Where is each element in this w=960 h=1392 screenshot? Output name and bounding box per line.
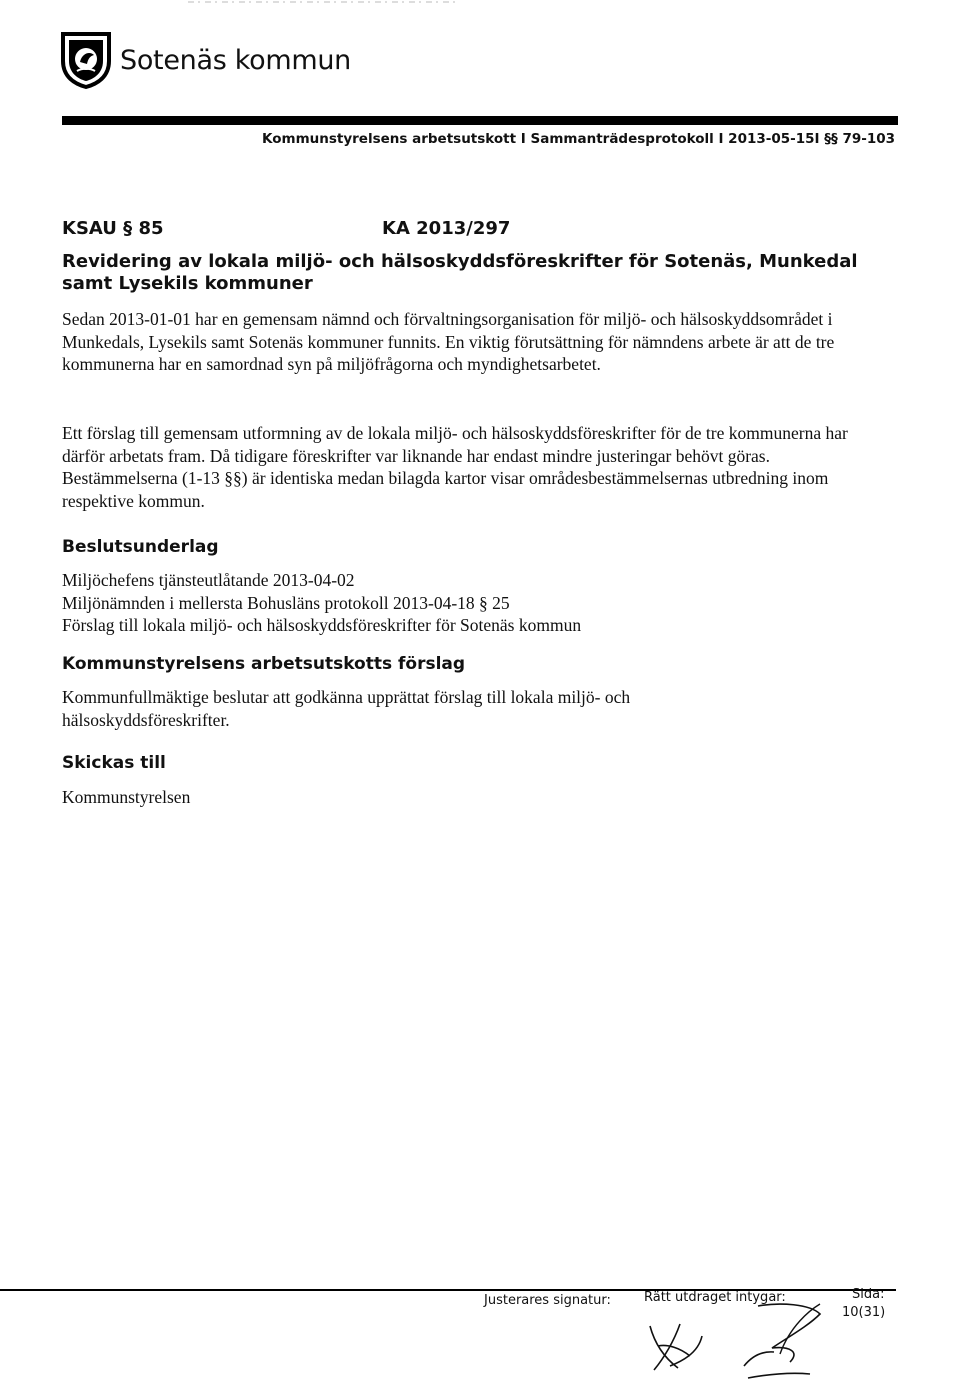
list-item: Miljönämnden i mellersta Bohusläns protokoll 2013-04-18 § 25 [62, 592, 510, 613]
sotenas-crest-icon [60, 31, 112, 89]
paragraph-text: Sedan 2013-01-01 har en gemensam nämnd och förvaltningsorganisation för miljö- och hälsoskyddsområdet i Munkedals, Lysekils samt Sotenäs kommuner funnits. En viktig förutsättning för nämndens arbete är att de tre kommunerna har en samordnad syn på miljöfrågorna och myndighetsarbetet. [62, 309, 835, 374]
sida-value: 10(31) [842, 1305, 886, 1320]
protocol-header: Kommunstyrelsens arbetsutskott I Sammanträdesprotokoll I 2013-05-15I §§ 79-103 [262, 131, 896, 147]
sida-label: Sida: [852, 1287, 885, 1302]
paragraph-text: Kommunfullmäktige beslutar att godkänna upprättat förslag till lokala miljö- och hälsoskyddsföreskrifter. [62, 687, 631, 730]
justerares-label: Justerares signatur: [484, 1293, 611, 1308]
skickas-text [62, 786, 862, 809]
paragraph-1 [62, 308, 862, 376]
logo [60, 30, 351, 90]
ksau-number: KSAU § 85 [62, 218, 164, 239]
case-title: Revidering av lokala miljö- och hälsoskyddsföreskrifter för Sotenäs, Munkedal samt Lysekils kommuner [62, 251, 858, 294]
paragraph-2 [62, 422, 862, 512]
logo-text: Sotenäs kommun [120, 44, 351, 76]
paragraph-text: Kommunstyrelsen [62, 787, 191, 807]
skickas-heading: Skickas till [62, 753, 166, 773]
forslag-heading: Kommunstyrelsens arbetsutskotts förslag [62, 654, 466, 674]
list-item: Förslag till lokala miljö- och hälsoskyddsföreskrifter för Sotenäs kommun [62, 615, 582, 635]
header-rule [62, 116, 898, 125]
paragraph-text: Ett förslag till gemensam utformning av de lokala miljö- och hälsoskyddsföreskrifter för de tre kommunerna har därför arbetats fram. Då tidigare föreskrifter var liknande har endast mindre justeringar behövt göras. Bestämmelserna (1-13 §§) är identiska medan bilagda kartor visar områdesbestämmelsernas utbredning inom respektive kommun. [62, 423, 848, 511]
ka-number: KA 2013/297 [382, 218, 511, 239]
scan-marks [188, 0, 458, 4]
beslutsunderlag-list [62, 569, 862, 637]
beslutsunderlag-heading: Beslutsunderlag [62, 537, 219, 557]
forslag-text [62, 686, 742, 731]
handwritten-signature-icon [640, 1296, 840, 1386]
utdrag-label: Rätt utdraget intygar: [644, 1290, 786, 1305]
list-item: Miljöchefens tjänsteutlåtande 2013-04-02 [62, 570, 355, 590]
